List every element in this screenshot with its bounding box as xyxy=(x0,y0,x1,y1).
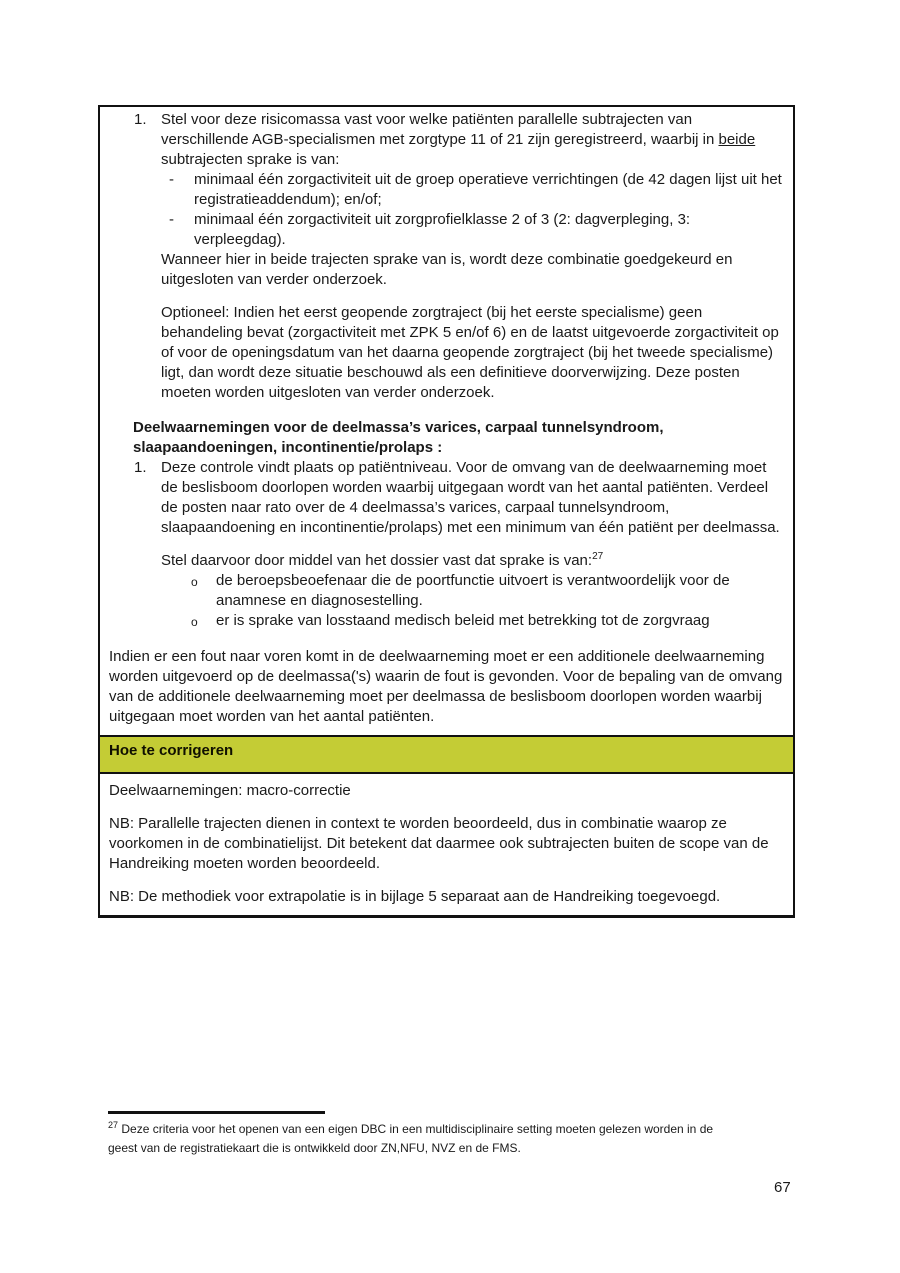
circle-bullet: o xyxy=(191,575,198,589)
circle-item-text: de beroepsbeoefenaar die de poortfunctie uitvoert is verantwoordelijk voor de anamnese en diagnosestelling. xyxy=(216,572,730,609)
circle-item-text: er is sprake van losstaand medisch beleid met betrekking tot de zorgvraag xyxy=(216,612,710,629)
content-area xyxy=(98,105,795,918)
correction-box xyxy=(98,774,795,918)
nb-paragraph-2: NB: De methodiek voor extrapolatie is in bijlage 5 separaat aan de Handreiking toegevoegd. xyxy=(109,888,721,905)
dash-item-text: minimaal één zorgactiviteit uit de groep operatieve verrichtingen (de 42 dagen lijst uit het registratieaddendum); en/of; xyxy=(194,171,782,208)
optional-paragraph: Optioneel: Indien het eerst geopende zorgtraject (bij het eerste specialisme) geen behandeling bevat (zorgactiviteit met ZPK 5 en/of 6) en de laatst uitgevoerde zorgactiviteit op of voor de openingsdatum van het daarna geopende zorgtraject (bij het tweede specialisme) ligt, dan wordt deze situatie beschouwd als een definitieve doorverwijzing. Deze posten moeten worden uitgesloten van verder onderzoek. xyxy=(161,304,779,401)
dossier-paragraph xyxy=(161,551,783,571)
dash-bullet: - xyxy=(169,211,174,228)
underlined-word: beide xyxy=(718,131,756,148)
footnote xyxy=(108,1120,744,1158)
dash-bullet: - xyxy=(169,171,174,188)
procedure-box xyxy=(98,105,795,737)
lead-text-after: subtrajecten sprake is van: xyxy=(161,151,340,168)
circle-list-item xyxy=(161,611,783,631)
closing-paragraph: Wanneer hier in beide trajecten sprake van is, wordt deze combinatie goedgekeurd en uitgesloten van verder onderzoek. xyxy=(161,251,733,288)
footnote-separator xyxy=(108,1111,325,1114)
nb-paragraph-1: NB: Parallelle trajecten dienen in context te worden beoordeeld, dus in combinatie waarop ze voorkomen in de combinatielijst. Dit betekent dat daarmee ook subtrajecten buiten de scope van de Handreiking moeten worden beoordeeld. xyxy=(109,815,769,872)
footnote-text: Deze criteria voor het openen van een eigen DBC in een multidisciplinaire setting moeten gelezen worden in de geest van de registratiekaart die is ontwikkeld door ZN,NFU, NVZ en de FMS. xyxy=(108,1122,714,1155)
dash-list-item xyxy=(161,170,783,210)
lead-text-before: Stel voor deze risicomassa vast voor welke patiënten parallelle subtrajecten van verschillende AGB-specialismen met zorgtype 11 of 21 zijn geregistreerd, waarbij in xyxy=(161,111,719,148)
list-number: 1. xyxy=(134,459,147,476)
circle-bullet: o xyxy=(191,615,198,629)
page-number: 67 xyxy=(774,1179,791,1196)
footnote-reference: 27 xyxy=(592,551,604,562)
fault-paragraph: Indien er een fout naar voren komt in de deelwaarneming moet er een additionele deelwaarneming worden uitgevoerd op de deelmassa('s) waarin de fout is gevonden. Voor de bepaling van de omvang van de additionele deelwaarneming moet per deelmassa de beslisboom doorlopen worden waarbij uitgegaan moet worden van het aantal patiënten. xyxy=(109,648,783,725)
correction-header-bar: Hoe te corrigeren xyxy=(98,737,795,774)
list-number: 1. xyxy=(134,111,147,128)
dash-item-text: minimaal één zorgactiviteit uit zorgprofielklasse 2 of 3 (2: dagverpleging, 3: verpleegdag). xyxy=(194,211,691,248)
dossier-lead-text: Stel daarvoor door middel van het dossier vast dat sprake is van: xyxy=(161,552,593,569)
dash-list-item xyxy=(161,210,783,250)
numbered-item-deelwaarneming xyxy=(109,458,783,631)
footnote-number: 27 xyxy=(108,1120,119,1130)
circle-list-item xyxy=(161,571,783,611)
numbered-item-risicomassa xyxy=(109,110,783,403)
item-text: Deze controle vindt plaats op patiëntniveau. Voor de omvang van de deelwaarneming moet de beslisboom doorlopen worden waarbij uitgegaan wordt van het aantal patiënten. Verdeel de posten naar rato over de 4 deelmassa’s varices, carpaal tunnelsyndroom, slaapaandoening en incontinentie/prolaps) met een minimum van één patiënt per deelmassa. xyxy=(161,459,780,536)
section-heading: Deelwaarnemingen voor de deelmassa’s varices, carpaal tunnelsyndroom, slaapaandoeningen, incontinentie/prolaps : xyxy=(133,419,664,456)
correction-line: Deelwaarnemingen: macro-correctie xyxy=(109,782,351,799)
item-lead-paragraph xyxy=(161,110,783,170)
